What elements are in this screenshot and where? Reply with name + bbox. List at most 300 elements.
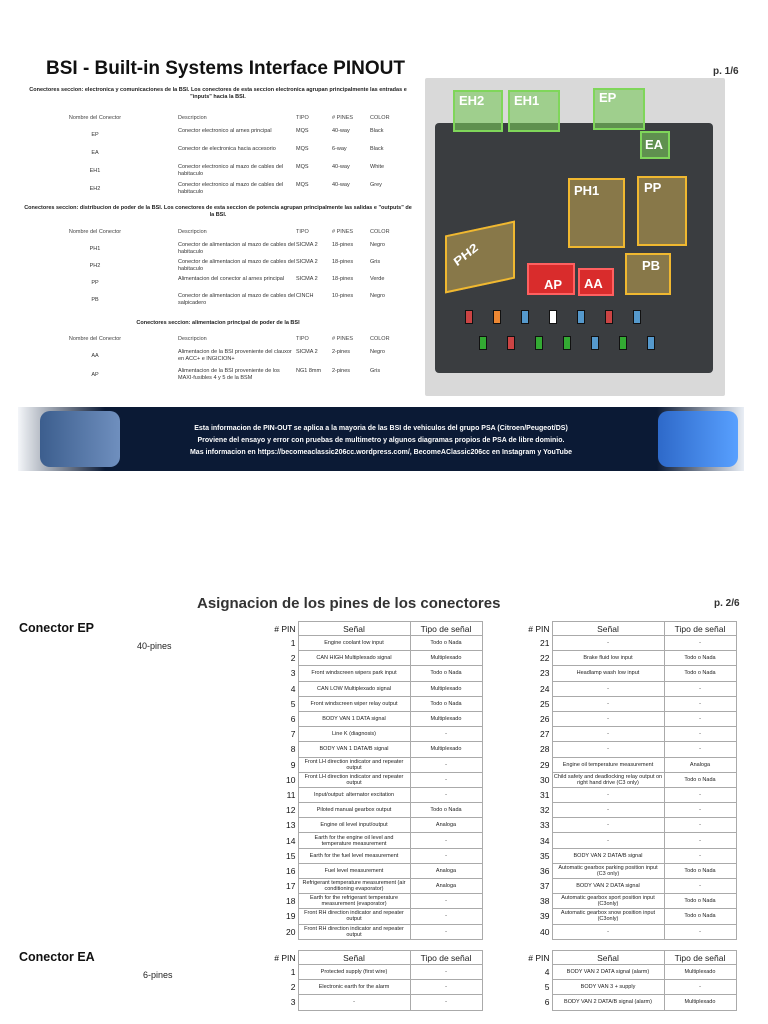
cell-type: - [410,727,482,742]
cell-name: EH1 [89,168,101,174]
cell-pin: 18 [286,896,296,907]
cell-signal: - [552,696,664,711]
cell-type: Multiplexado [410,651,482,666]
connector-ea [640,131,670,159]
cell-pin: 20 [286,926,296,937]
connector-eh1 [508,90,560,132]
cell-type: - [410,965,482,980]
fuse [479,336,487,350]
cell-pin: 4 [544,967,550,978]
cell-type: Multiplexado [410,742,482,757]
cell-pines: 40-way [332,182,350,188]
cell-type: Todo o Nada [664,772,736,787]
table-header [60,115,400,123]
cell-signal: Front RH direction indicator and repeater output [298,909,410,924]
section3-heading: Conectores seccion: alimentacion principal de poder de la BSI [136,320,300,326]
connector-ep [593,88,645,130]
table-row [270,711,482,726]
cell-signal: BODY VAN 3 + supply [552,980,664,995]
cell-signal: Front windscreen wiper relay output [298,696,410,711]
table-row [270,803,482,818]
cell-pin: 35 [540,850,550,861]
cell-pines: 40-way [332,164,350,170]
column-header: # PIN [274,952,296,963]
cell-type: - [410,757,482,772]
cell-desc: Conector electronico al mazo de cables del habitaculo [178,182,284,195]
ep-right-table [524,621,737,940]
cell-tipo: MQS [296,182,309,188]
label-ap: AP [544,277,563,292]
column-header: Nombre del Conector [68,229,122,235]
cell-type: - [664,711,736,726]
column-header: Nombre del Conector [68,336,122,342]
table-row [524,818,736,833]
cell-type: Analoga [410,863,482,878]
page2-title: Asignacion de los pines de los conectores [197,595,501,612]
table-row [524,666,736,681]
cell-signal: Automatic gearbox snow position input (C3only) [552,909,664,924]
column-header: Tipo de señal [410,951,482,965]
cell-type: - [410,833,482,848]
cell-type: - [410,995,482,1010]
table-row [60,182,400,200]
cell-pines: 18-pines [332,259,354,265]
car-right-image [658,411,738,467]
fuse [535,336,543,350]
label-eh1: EH1 [514,93,540,108]
column-header: COLOR [370,229,390,235]
cell-pin: 4 [290,683,296,694]
banner-line1: Esta informacion de PIN-OUT se aplica a la mayoria de las BSI de vehiculos del grupo PSA (Citroen/Peugeot/DS) [194,425,568,432]
cell-pin: 23 [540,668,550,679]
cell-desc: Alimentacion de la BSI proveniente del clauxor en ACC+ e INGICION+ [178,349,292,362]
cell-pin: 36 [540,865,550,876]
cell-type: - [664,636,736,651]
table-row [524,965,736,980]
cell-type: Todo o Nada [410,696,482,711]
fuse [577,310,585,324]
table-header [60,336,400,344]
cell-tipo: SICMA 2 [296,259,318,265]
cell-type: Multiplexado [664,965,736,980]
cell-type: Todo o Nada [410,803,482,818]
cell-signal: - [552,818,664,833]
connector-ea-pins: 6-pines [143,970,173,980]
cell-pin: 12 [286,805,296,816]
column-header: Señal [298,622,410,636]
connector-ap [527,263,575,295]
cell-pin: 5 [290,698,296,709]
table-row [270,995,482,1010]
cell-signal: Earth for the refrigerant temperature measurement (evaporator) [298,894,410,909]
label-ph1: PH1 [574,183,600,198]
cell-pines: 6-way [332,146,347,152]
cell-tipo: SICMA 2 [296,276,318,282]
cell-signal: - [552,787,664,802]
ea-right-table [524,950,737,1011]
cell-signal: Headlamp wash low input [552,666,664,681]
cell-pin: 19 [286,911,296,922]
cell-color: Negro [370,293,385,299]
cell-signal: Front RH direction indicator and repeater output [298,924,410,939]
cell-pin: 27 [540,729,550,740]
cell-signal: Brake fluid low input [552,651,664,666]
cell-color: Verde [370,276,385,282]
cell-pin: 9 [290,759,296,770]
cell-tipo: SICMA 2 [296,242,318,248]
table-row [270,879,482,894]
cell-desc: Alimentacion del conector al arnes principal [178,276,285,282]
cell-tipo: CINCH [296,293,314,299]
cell-signal: - [552,636,664,651]
cell-desc: Conector de electronica hacia accesorio [178,146,276,152]
cell-signal: BODY VAN 1 DATA signal [298,711,410,726]
cell-signal: - [552,833,664,848]
cell-pin: 26 [540,714,550,725]
cell-pin: 3 [290,997,296,1008]
cell-signal: Front LH direction indicator and repeater output [298,757,410,772]
car-left-image [40,411,120,467]
table-row [524,879,736,894]
cell-type: - [410,909,482,924]
column-header: Tipo de señal [664,951,736,965]
fuse [647,336,655,350]
table-row [270,666,482,681]
column-header: Nombre del Conector [68,115,122,121]
cell-signal: Piloted manual gearbox output [298,803,410,818]
table-row [270,818,482,833]
cell-type: Todo o Nada [664,863,736,878]
table-row [270,833,482,848]
table-row [524,757,736,772]
cell-pin: 2 [290,982,296,993]
cell-signal: BODY VAN 2 DATA signal (alarm) [552,965,664,980]
table-row [270,742,482,757]
cell-type: Multiplexado [664,995,736,1010]
table-row [524,787,736,802]
fuse [465,310,473,324]
page-number: p. 1/6 [713,66,739,77]
cell-pin: 34 [540,835,550,846]
table-row [270,909,482,924]
label-ph2: PH2 [450,240,481,269]
cell-pines: 18-pines [332,242,354,248]
table-row [524,696,736,711]
cell-type: - [664,727,736,742]
cell-signal: - [298,995,410,1010]
cell-type: Analoga [664,757,736,772]
cell-pin: 28 [540,744,550,755]
cell-desc: Conector de alimentacion al mazo de cables del habitaculo [178,242,296,255]
cell-tipo: MQS [296,128,309,134]
cell-signal: Earth for the engine oil level and temperature measurement [298,833,410,848]
cell-tipo: NG1 8mm [296,368,322,374]
cell-pin: 40 [540,926,550,937]
cell-signal: Front windscreen wipers park input [298,666,410,681]
fuse [619,336,627,350]
cell-signal: - [552,803,664,818]
table-row [60,276,400,293]
table-row [270,965,482,980]
cell-signal: Front LH direction indicator and repeater output [298,772,410,787]
cell-pin: 30 [540,774,550,785]
table-row [524,803,736,818]
table-row [524,772,736,787]
column-header: COLOR [370,336,390,342]
cell-type: - [664,803,736,818]
cell-name: AA [91,353,99,359]
cell-signal: Refrigerant temperature measurement (air conditioning evaporator) [298,879,410,894]
table-row [270,651,482,666]
cell-signal: Protected supply (first wire) [298,965,410,980]
label-ep: EP [599,90,617,105]
cell-type: - [410,772,482,787]
cell-type: Todo o Nada [664,909,736,924]
cell-signal: - [552,681,664,696]
cell-desc: Conector electronico al mazo de cables del habitaculo [178,164,284,177]
table-row [524,924,736,939]
label-ea: EA [645,137,664,152]
table-row [60,259,400,276]
cell-name: PB [91,297,99,303]
fuse [563,336,571,350]
cell-name: AP [91,372,99,378]
table-row [524,980,736,995]
cell-pin: 2 [290,653,296,664]
cell-desc: Conector electronico al arnes principal [178,128,272,134]
cell-name: EH2 [89,186,101,192]
cell-pin: 14 [286,835,296,846]
cell-tipo: MQS [296,164,309,170]
table-row [270,772,482,787]
banner-line2: Proviene del ensayo y error con pruebas de multimetro y algunos diagramas propios de PSA de libre dominio. [197,437,565,444]
cell-signal: Engine coolant low input [298,636,410,651]
cell-color: White [370,164,385,170]
table-row [270,636,482,651]
column-header: # PINES [332,229,354,235]
cell-type: Todo o Nada [664,651,736,666]
cell-desc: Conector de alimentacion al mazo de cables del salpicadero [178,293,296,306]
table-row [524,909,736,924]
cell-pin: 25 [540,698,550,709]
cell-name: PP [91,280,99,286]
table-row [524,681,736,696]
cell-type: - [664,742,736,757]
cell-type: - [410,924,482,939]
cell-type: - [410,980,482,995]
connector-aa [578,268,614,296]
table-row [270,894,482,909]
table-row [524,651,736,666]
cell-type: - [664,848,736,863]
cell-signal: Earth for the fuel level measurement [298,848,410,863]
cell-type: - [664,696,736,711]
cell-type: Todo o Nada [410,636,482,651]
cell-type: Analoga [410,818,482,833]
fuse [591,336,599,350]
fuse [507,336,515,350]
cell-signal: Input/output: alternator excitation [298,787,410,802]
cell-desc: Alimentacion de la BSI proveniente de los MAXI-fusibles 4 y 5 de la BSM [178,368,280,381]
cell-pin: 5 [544,982,550,993]
cell-type: - [664,787,736,802]
cell-type: Multiplexado [410,711,482,726]
table-row [270,924,482,939]
table-row [524,995,736,1010]
cell-type: Todo o Nada [410,666,482,681]
cell-pin: 15 [286,850,296,861]
cell-type: Todo o Nada [664,894,736,909]
cell-signal: Line K (diagnosis) [298,727,410,742]
column-header: Tipo de señal [410,622,482,636]
column-header: COLOR [370,115,390,121]
cell-pin: 7 [290,729,296,740]
table-row [60,293,400,310]
cell-pin: 8 [290,744,296,755]
cell-type: Multiplexado [410,681,482,696]
connector-eh2 [453,90,503,132]
cell-signal: CAN HIGH Multiplexado signal [298,651,410,666]
cell-pin: 10 [286,774,296,785]
cell-signal: Automatic gearbox sport position input (C3only) [552,894,664,909]
column-header: # PIN [528,952,550,963]
table-row [524,848,736,863]
cell-pin: 6 [544,997,550,1008]
column-header: Señal [552,951,664,965]
cell-name: EA [91,150,99,156]
cell-signal: Automatic gearbox parking position input (C3 only) [552,863,664,878]
ep-left-table [270,621,483,940]
cell-pin: 38 [540,896,550,907]
table-row [524,636,736,651]
label-pb: PB [642,258,661,273]
label-aa: AA [584,276,603,291]
table-row [524,833,736,848]
cell-signal: - [552,711,664,726]
cell-color: Gris [370,259,381,265]
cell-type: - [664,818,736,833]
cell-pin: 39 [540,911,550,922]
cell-type: - [664,833,736,848]
cell-pin: 29 [540,759,550,770]
cell-signal: BODY VAN 2 DATA/B signal (alarm) [552,995,664,1010]
section2-heading: Conectores seccion: distribucion de poder de la BSI. Los conectores de esta seccion de potencia agrupan principalmente las salidas e "outputs" de la BSI. [24,205,412,218]
table-row [270,787,482,802]
cell-pin: 31 [540,789,550,800]
cell-type: - [664,879,736,894]
cell-type: - [664,681,736,696]
table-row [270,980,482,995]
table-row [270,727,482,742]
table-row [60,349,400,368]
fuse [633,310,641,324]
column-header: # PIN [528,623,550,634]
cell-pin: 37 [540,881,550,892]
cell-signal: Electronic earth for the alarm [298,980,410,995]
cell-pines: 2-pines [332,368,351,374]
cell-pin: 1 [290,967,296,978]
cell-type: - [664,980,736,995]
cell-pin: 24 [540,683,550,694]
cell-pin: 3 [290,668,296,679]
cell-signal: Engine oil temperature measurement [552,757,664,772]
cell-pin: 32 [540,805,550,816]
cell-type: - [664,924,736,939]
label-eh2: EH2 [459,93,485,108]
cell-pines: 2-pines [332,349,351,355]
fuse [493,310,501,324]
cell-name: PH1 [89,246,101,252]
cell-pines: 18-pines [332,276,354,282]
column-header: TIPO [296,115,309,121]
column-header: # PINES [332,115,354,121]
column-header: Descripcion [178,336,207,342]
table-row [60,146,400,164]
column-header: TIPO [296,229,309,235]
cell-signal: BODY VAN 1 DATA/B signal [298,742,410,757]
table-row [60,368,400,387]
column-header: # PIN [274,623,296,634]
cell-tipo: SICMA 2 [296,349,318,355]
cell-pin: 17 [286,881,296,892]
cell-pin: 21 [540,638,550,649]
page2-number: p. 2/6 [714,598,740,609]
table-row [524,711,736,726]
cell-signal: - [552,727,664,742]
cell-type: Todo o Nada [664,666,736,681]
cell-pin: 16 [286,865,296,876]
cell-color: Gris [370,368,381,374]
cell-signal: Fuel level measurement [298,863,410,878]
page-title: BSI - Built-in Systems Interface PINOUT [46,58,405,79]
cell-tipo: MQS [296,146,309,152]
fuse [605,310,613,324]
fuse [521,310,529,324]
table-row [270,757,482,772]
cell-pin: 6 [290,714,296,725]
cell-pines: 10-pines [332,293,354,299]
column-header: Señal [298,951,410,965]
table-row [60,242,400,259]
cell-signal: Child safety and deadlocking relay output on right hand drive (C3 only) [553,773,663,786]
table-header [60,229,400,237]
fuse [549,310,557,324]
column-header: Descripcion [178,115,207,121]
cell-pin: 33 [540,820,550,831]
cell-type: Analoga [410,879,482,894]
cell-pin: 11 [286,789,296,800]
table-row [270,848,482,863]
table-row [524,863,736,878]
cell-type: - [410,894,482,909]
cell-type: - [410,787,482,802]
connector-ph1 [568,178,625,248]
table-row [60,128,400,146]
connector-pp [637,176,687,246]
ea-left-table [270,950,483,1011]
label-pp: PP [644,180,662,195]
cell-color: Negro [370,349,385,355]
cell-signal: - [552,742,664,757]
cell-name: EP [91,132,99,138]
cell-signal: CAN LOW Multiplexado signal [298,681,410,696]
column-header: # PINES [332,336,354,342]
banner-line3: Mas informacion en https://becomeaclassic206cc.wordpress.com/, BecomeAClassic206cc en Instagram y YouTube [189,449,573,456]
cell-pin: 1 [290,638,296,649]
cell-color: Black [370,146,384,152]
column-header: Descripcion [178,229,207,235]
cell-pines: 40-way [332,128,350,134]
